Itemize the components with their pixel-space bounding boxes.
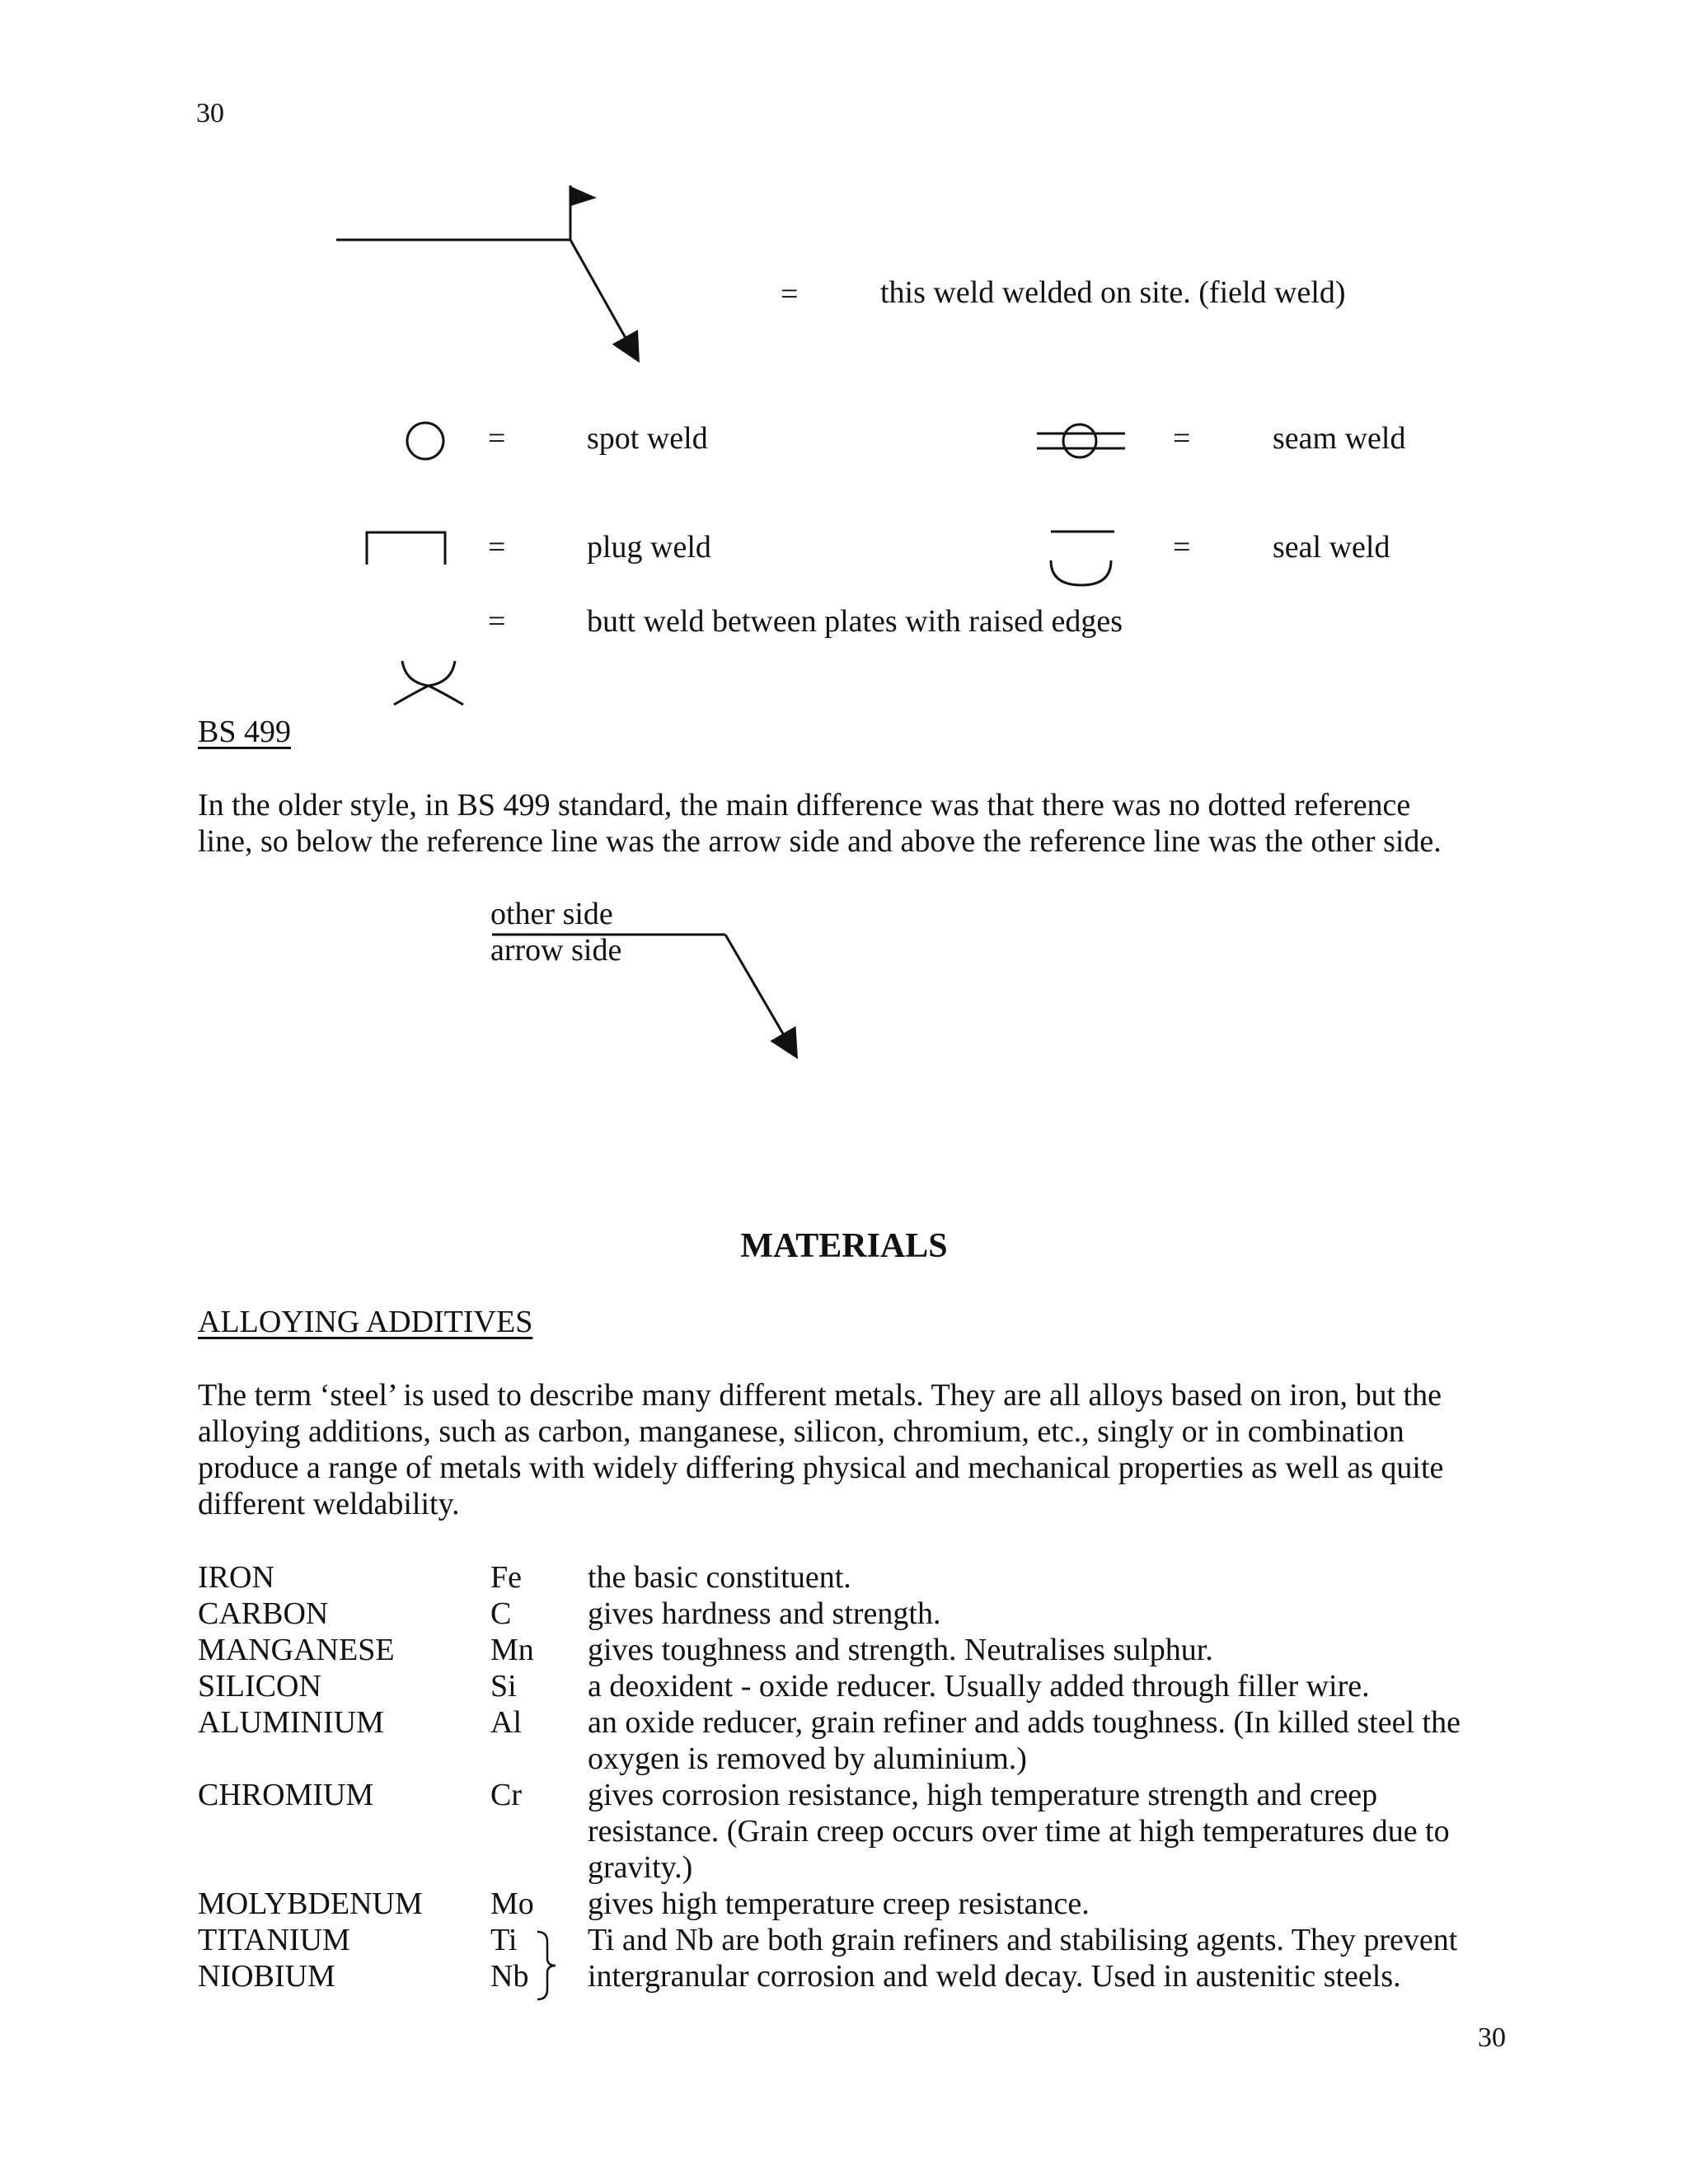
field-weld-equals: = [781, 277, 799, 312]
bs499-reference-symbol [0, 907, 1688, 1154]
element-name: IRON [198, 1560, 274, 1595]
description-line: gravity.) [588, 1850, 693, 1885]
paragraph-line: produce a range of metals with widely differing physical and mechanical properties as well as quite [198, 1451, 1444, 1485]
element-symbol: Nb [490, 1959, 529, 1994]
element-description [588, 1668, 1370, 1704]
materials-title: MATERIALS [740, 1227, 948, 1265]
field-weld-symbol [0, 0, 1688, 412]
spot-weld-equals: = [488, 421, 506, 456]
element-description [588, 1559, 851, 1596]
element-name: TITANIUM [198, 1923, 350, 1957]
arrow-line [570, 240, 637, 359]
paragraph-line: different weldability. [198, 1487, 460, 1521]
seal-weld-label: seal weld [1273, 530, 1390, 565]
seal-weld-icon [1039, 519, 1129, 593]
arrow-side-label: arrow side [490, 933, 622, 968]
seam-weld-icon [1033, 416, 1132, 466]
page-number-bottom: 30 [1478, 2022, 1506, 2053]
description-line: an oxide reducer, grain refiner and adds toughness. (In killed steel the [588, 1705, 1461, 1740]
paragraph-line: alloying additions, such as carbon, manganese, silicon, chromium, etc., singly or in combination [198, 1414, 1404, 1449]
element-symbol: Si [490, 1669, 517, 1704]
element-name: ALUMINIUM [198, 1705, 384, 1740]
seam-weld-label: seam weld [1273, 421, 1406, 456]
butt-weld-label: butt weld between plates with raised edges [587, 604, 1123, 639]
field-flag-icon [570, 186, 597, 206]
seal-weld-equals: = [1173, 530, 1191, 565]
element-description [588, 1704, 1461, 1777]
plug-weld-icon [363, 527, 453, 577]
element-name: NIOBIUM [198, 1959, 335, 1994]
element-symbol: Cr [490, 1778, 522, 1812]
description-line: gives high temperature creep resistance. [588, 1886, 1090, 1921]
element-name: CHROMIUM [198, 1778, 374, 1812]
description-line: gives corrosion resistance, high temperature strength and creep [588, 1778, 1378, 1812]
element-symbol: Mn [490, 1633, 534, 1667]
right-brace-icon [534, 1929, 559, 2003]
other-side-label: other side [490, 897, 613, 931]
element-name: SILICON [198, 1669, 321, 1704]
element-description [588, 1958, 1401, 1994]
plug-weld-label: plug weld [587, 530, 711, 565]
element-description [588, 1886, 1090, 1922]
element-symbol: C [490, 1596, 512, 1631]
page-number-top: 30 [196, 98, 224, 129]
plug-weld-equals: = [488, 530, 506, 565]
element-symbol: Mo [490, 1886, 534, 1921]
element-name: CARBON [198, 1596, 329, 1631]
description-line: intergranular corrosion and weld decay. Used in austenitic steels. [588, 1959, 1401, 1994]
paragraph-line: line, so below the reference line was the arrow side and above the reference line was the other side. [198, 824, 1442, 859]
bs499-paragraph [198, 787, 1517, 860]
butt-weld-equals: = [488, 604, 506, 639]
spot-weld-label: spot weld [587, 421, 708, 456]
element-name: MANGANESE [198, 1633, 395, 1667]
spot-weld-icon [402, 416, 452, 466]
bs499-heading: BS 499 [198, 715, 291, 749]
element-description [588, 1632, 1213, 1668]
arrow-line [725, 935, 795, 1055]
description-line: oxygen is removed by aluminium.) [588, 1741, 1027, 1776]
description-line: a deoxident - oxide reducer. Usually added through filler wire. [588, 1669, 1370, 1704]
field-weld-description: this weld welded on site. (field weld) [880, 275, 1346, 310]
seam-weld-equals: = [1173, 421, 1191, 456]
element-description [588, 1922, 1457, 1958]
butt-weld-raised-edges-icon [387, 651, 470, 709]
description-line: Ti and Nb are both grain refiners and stabilising agents. They prevent [588, 1923, 1458, 1957]
element-description [588, 1596, 940, 1632]
element-name: MOLYBDENUM [198, 1886, 423, 1921]
description-line: gives toughness and strength. Neutralises sulphur. [588, 1633, 1213, 1667]
element-symbol: Ti [490, 1923, 518, 1957]
element-symbol: Al [490, 1705, 522, 1740]
description-line: resistance. (Grain creep occurs over time at high temperatures due to [588, 1814, 1450, 1849]
paragraph-line: The term ‘steel’ is used to describe many different metals. They are all alloys based on iron, but the [198, 1378, 1442, 1413]
element-symbol: Fe [490, 1560, 522, 1595]
element-description [588, 1777, 1450, 1886]
description-line: gives hardness and strength. [588, 1596, 941, 1631]
alloying-additives-heading: ALLOYING ADDITIVES [198, 1305, 533, 1339]
paragraph-line: In the older style, in BS 499 standard, the main difference was that there was no dotted reference [198, 788, 1411, 823]
description-line: the basic constituent. [588, 1560, 851, 1595]
materials-intro [198, 1377, 1517, 1522]
